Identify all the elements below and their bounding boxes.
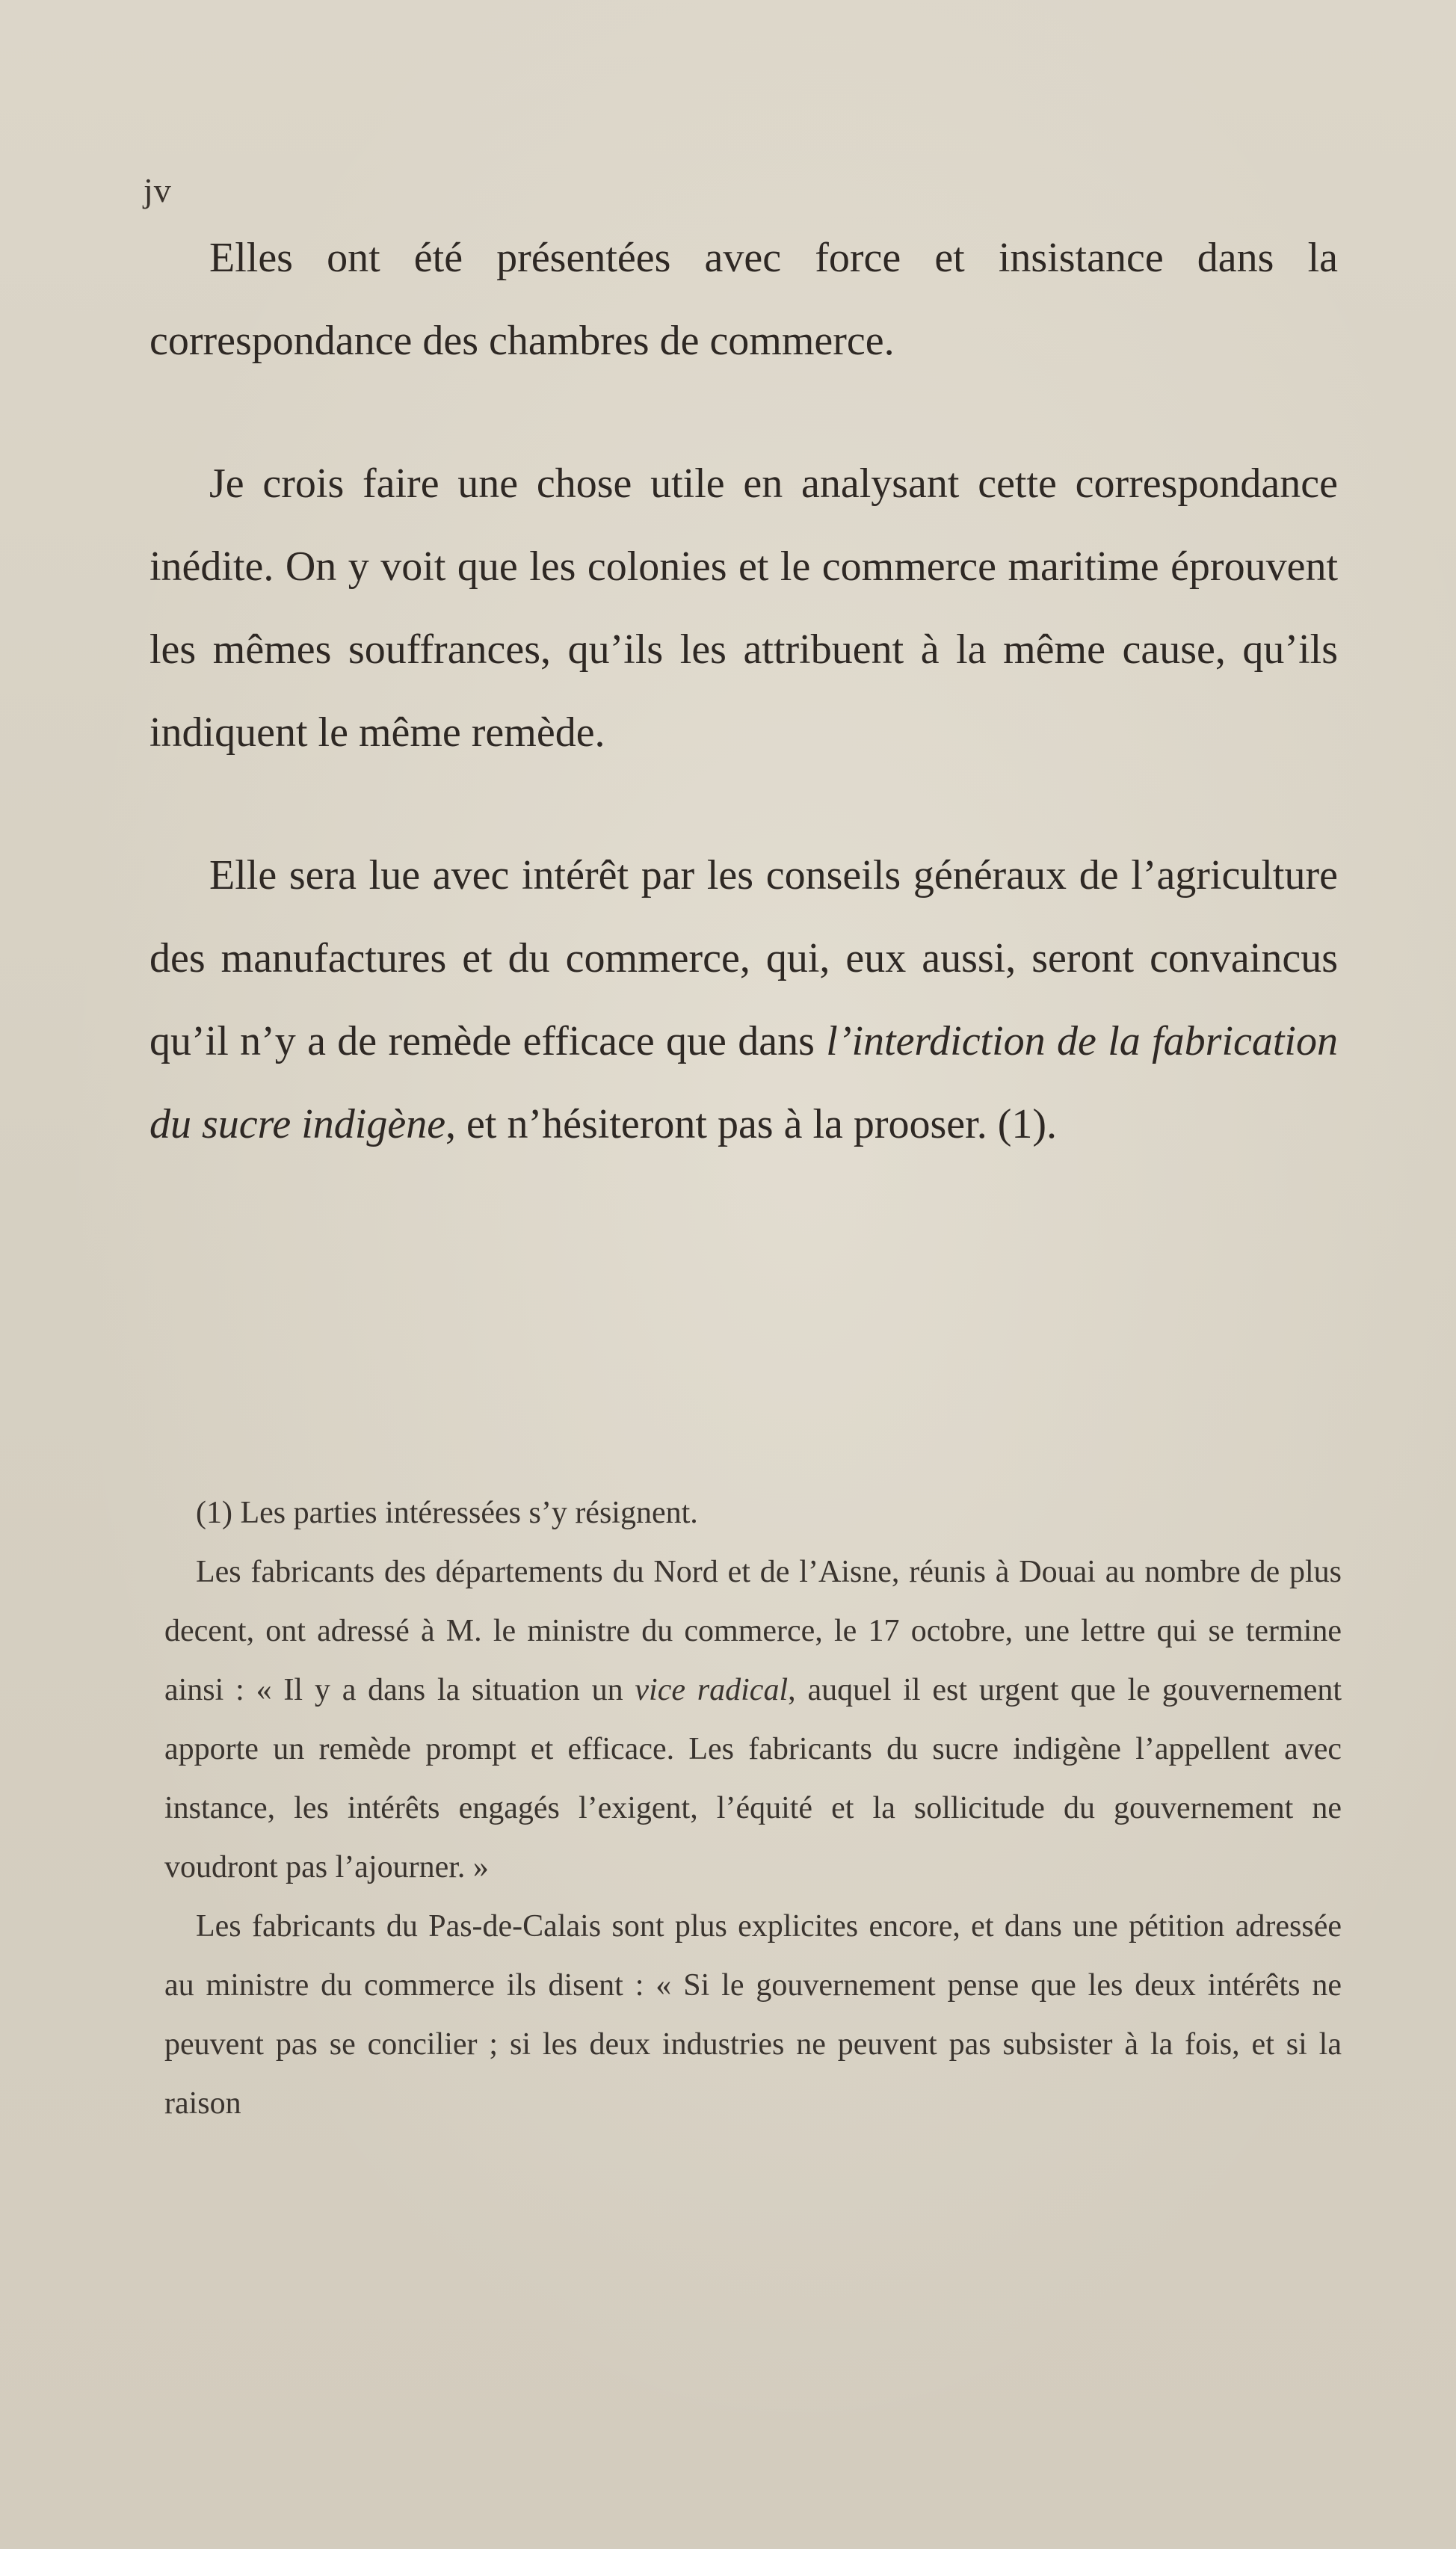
page-number: jv (144, 171, 172, 209)
paragraph-3-text-start: Elle sera lue avec intérêt par les conseils généraux de l’agriculture des manufactures et du commerce, qui, eux aussi, seront convaincus qu’il n’y a de remède efficace que dans (149, 852, 1338, 1064)
paragraph-1: Elles ont été présentées avec force et insistance dans la correspondance des chambres de commerce. (149, 235, 1338, 364)
footnote-3: Les fabricants du Pas-de-Calais sont plus explicites encore, et dans une pétition adressée au ministre du commerce ils disent : « Si le gouvernement pense que les deux intérêts ne peuvent pas se concilier ; si les deux industries ne peuvent pas subsister à la fois, et si la raison (164, 1909, 1342, 2121)
footnote-2-italic-phrase: vice radical (635, 1673, 789, 1707)
main-text (149, 217, 1338, 1166)
paragraph-3 (149, 834, 1338, 1166)
footnote-1: (1) Les parties intéressées s’y résignent. (196, 1496, 698, 1530)
paragraph-2: Je crois faire une chose utile en analysant cette correspondance inédite. On y voit que les colonies et le commerce maritime éprouvent les mêmes souffrances, qu’ils les attribuent à la même cause, qu’ils indiquent le même remède. (149, 460, 1338, 756)
footnote-2 (164, 1543, 1342, 1897)
footnote-2-text-start: Les fabricants des départements du Nord et de l’Aisne, réunis à Douai au nombre de plus decent, ont adressé à M. le ministre du commerce, le 17 octobre, une lettre qui se termine ainsi : « Il y a dans la situation un (164, 1555, 1342, 1707)
footnote-2-text-end: , auquel il est urgent que le gouvernement apporte un remède prompt et efficace. Les fabricants du sucre indigène l’appellent avec instance, les intérêts engagés l’exigent, l’équité et la sollicitude du gouvernement ne voudront pas l’ajourner. » (164, 1673, 1342, 1884)
paragraph-3-italic-phrase: l’interdiction de la fabrication du sucre indigène (149, 1018, 1338, 1147)
paragraph-3-text-end: , et n’hésiteront pas à la prooser. (1). (445, 1101, 1058, 1147)
footnotes (164, 1484, 1342, 2133)
